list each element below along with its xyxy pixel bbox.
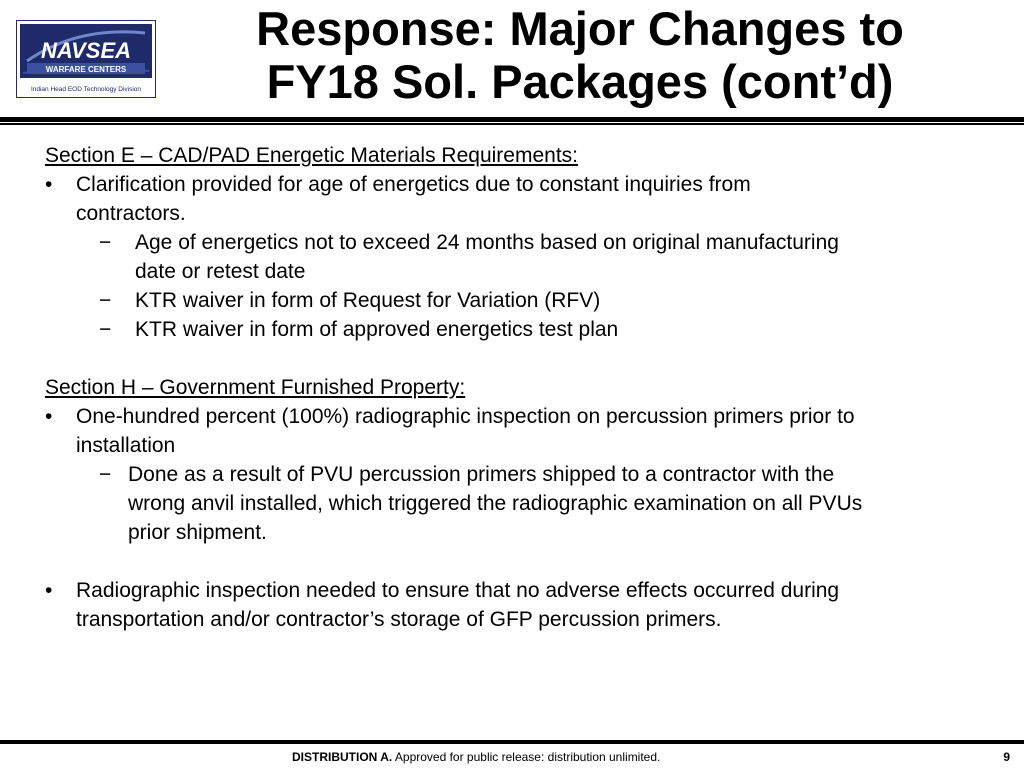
- sub-bullet-item: [45, 286, 1005, 315]
- sub-bullet-line: KTR waiver in form of Request for Variation (RFV): [135, 289, 601, 312]
- sub-bullet-item: [45, 315, 1005, 344]
- slide-body: [45, 141, 1005, 634]
- navsea-logo-graphic: [17, 21, 155, 97]
- sub-bullet-item: [45, 228, 1005, 286]
- bullet-line: installation: [76, 434, 176, 457]
- slide-title-line-1: Response: Major Changes to: [256, 2, 904, 55]
- sub-bullet-mark: −: [99, 463, 112, 486]
- sub-bullet-mark: −: [99, 231, 112, 254]
- bullet-mark: •: [45, 173, 53, 196]
- sub-bullet-mark: −: [99, 289, 112, 312]
- sub-bullet-mark: −: [99, 318, 112, 341]
- bullet-line: transportation and/or contractor’s storage of GFP percussion primers.: [76, 608, 722, 631]
- title-divider-thin: [0, 123, 1024, 125]
- footer-divider: [0, 740, 1024, 744]
- logo-subtitle: WARFARE CENTERS: [45, 65, 127, 74]
- title-divider: [0, 117, 1024, 122]
- bullet-line: Clarification provided for age of energetics due to constant inquiries from: [76, 173, 751, 196]
- slide-footer: [0, 748, 1024, 766]
- sub-bullet-item: [45, 460, 1005, 547]
- bullet-item: [45, 170, 1005, 228]
- section-e-heading: Section E – CAD/PAD Energetic Materials Requirements:: [45, 144, 578, 167]
- bullet-item: [45, 402, 1005, 460]
- spacer: [45, 547, 1005, 576]
- bullet-line: Radiographic inspection needed to ensure that no adverse effects occurred during: [76, 579, 840, 602]
- section-h-heading: Section H – Government Furnished Property:: [45, 376, 466, 399]
- distribution-text: Approved for public release: distribution unlimited.: [392, 750, 661, 764]
- bullet-line: contractors.: [76, 202, 186, 225]
- page-number: 9: [1003, 750, 1010, 764]
- sub-bullet-line: wrong anvil installed, which triggered the radiographic examination on all PVUs: [128, 492, 863, 515]
- sub-bullet-line: Age of energetics not to exceed 24 months based on original manufacturing: [135, 231, 839, 254]
- slide-title-line-2: FY18 Sol. Packages (cont’d): [266, 55, 894, 108]
- sub-bullet-line: prior shipment.: [128, 521, 267, 544]
- bullet-mark: •: [45, 579, 53, 602]
- distribution-label: DISTRIBUTION A.: [292, 750, 393, 764]
- logo-division: Indian Head EOD Technology Division: [30, 86, 142, 93]
- slide-title: [170, 2, 990, 108]
- sub-bullet-line: date or retest date: [135, 260, 306, 283]
- bullet-item: [45, 576, 1005, 634]
- bullet-mark: •: [45, 405, 53, 428]
- spacer: [45, 344, 1005, 373]
- bullet-line: One-hundred percent (100%) radiographic inspection on percussion primers prior to: [76, 405, 855, 428]
- distribution-statement: [292, 750, 660, 764]
- sub-bullet-line: KTR waiver in form of approved energetics test plan: [135, 318, 619, 341]
- sub-bullet-line: Done as a result of PVU percussion primers shipped to a contractor with the: [128, 463, 835, 486]
- logo-name: NAVSEA: [40, 38, 132, 63]
- navsea-logo: [16, 20, 156, 98]
